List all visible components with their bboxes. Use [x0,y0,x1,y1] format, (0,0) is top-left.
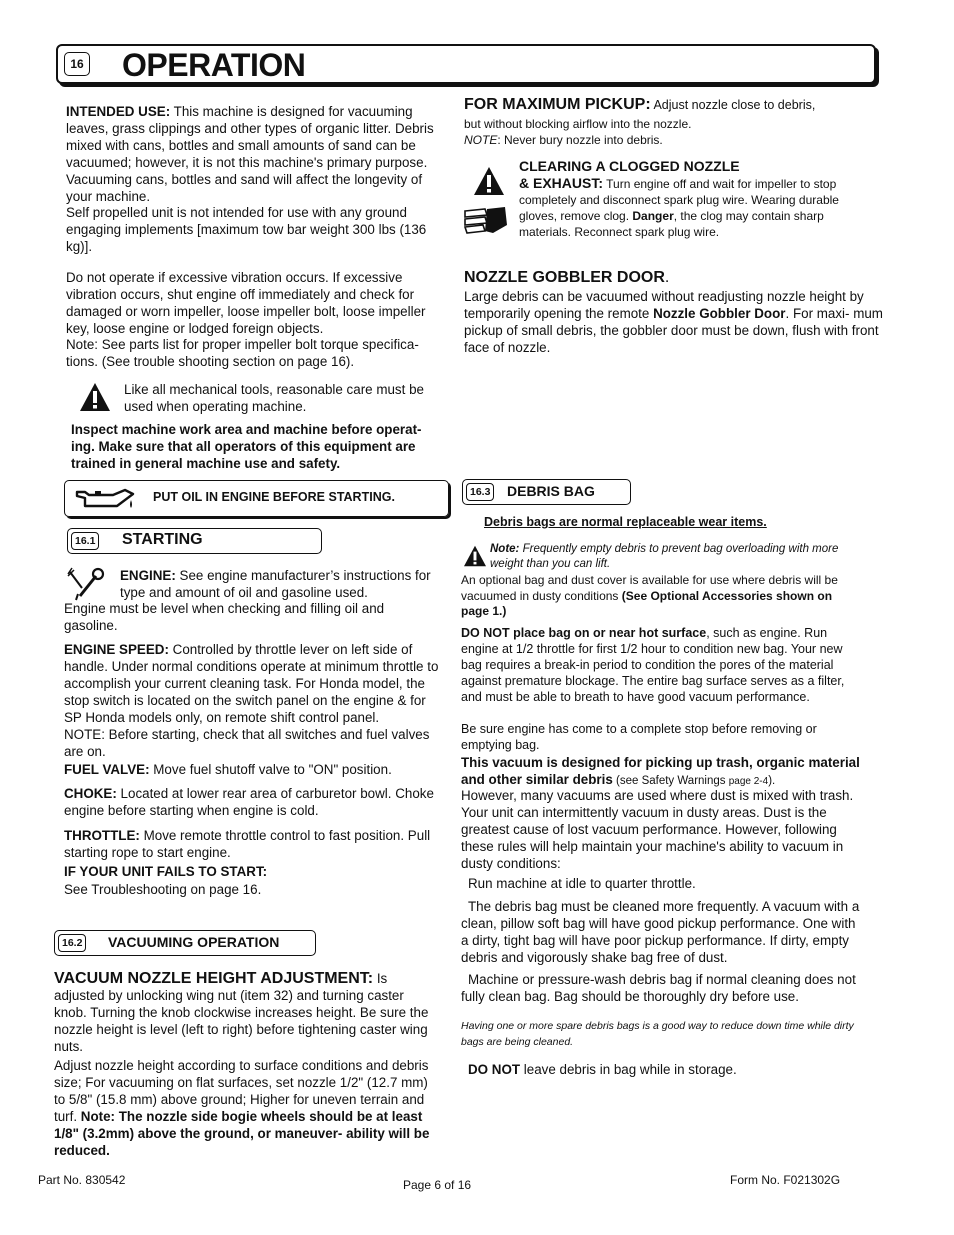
clog-text-1: Turn engine off and wait for impeller to stop completely and disconnect spark plug wire. Wearing durable gloves, remove clog. [519,177,839,223]
designed-end: ). [768,775,776,787]
choke-label: CHOKE: [64,786,117,801]
footer-part-number: Part No. 830542 [38,1173,126,1187]
clog-paragraph [519,175,849,240]
wash-bag-paragraph: Machine or pressure-wash debris bag if normal cleaning does not fully clean bag. Bag should be thoroughly dry before use. [461,972,856,1004]
storage-paragraph [468,1061,868,1078]
engine-label: ENGINE: [120,568,176,583]
nozzle-height-label: VACUUM NOZZLE HEIGHT ADJUSTMENT: [54,970,374,987]
clean-bag-paragraph: The debris bag must be cleaned more frequently. A vacuum with a clean, pillow soft bag will have good pickup performance. One with a dirty, tight bag will have poor pickup performance. If dirty, empty debris and vigorously shake bag free of dust. [461,899,860,965]
nozzle-height-text: Is adjusted by unlocking wing nut (item 32) and turning caster knob. Turning the knob clockwise increases height. Be sure the nozzle height is level (left to right) before tightening caster wing nuts. [54,971,429,1054]
page-header [56,44,876,84]
intended-use-text: This machine is designed for vacuuming leaves, grass clippings and other types of organic litter. Debris mixed with cans, bottles and small amounts of sand can be vacuumed; however, it is not this machine's primary purpose. Vacuuming cans, bottles and sand will affect the longevity of your machine. [66,104,434,204]
debris-bag-wear: Debris bags are normal replaceable wear items. [484,515,767,529]
gobbler-bold: Nozzle Gobbler Door [653,306,786,321]
intended-use-label: INTENDED USE: [66,104,171,119]
bag-note [490,542,870,572]
engine-tools-icon [66,566,106,602]
throttle-text: Move remote throttle control to fast position. Pull starting rope to start engine. [64,828,431,860]
section-number: 16.1 [71,532,99,550]
care-warning-text: Like all mechanical tools, reasonable care must be used when operating machine. [124,382,424,414]
intended-use-paragraph [66,103,440,205]
nozzle-adjust-text: Adjust nozzle height according to surface conditions and debris size; For vacuuming on flat surfaces, set nozzle 1/2" (12.7 mm) to 5/8" (15.8 mm) above ground; Higher for uneven terrain and turf. [54,1058,429,1124]
footer-form-number: Form No. F021302G [730,1173,841,1187]
hot-surface-text: , such as engine. Run engine at 1/2 throttle for first 1/2 hour to condition new bag. Your new bag requires a break-in period to condition the pores of the material against premature blockage. The entire bag surface serves as a filter, and must be able to breath to have good vacuum performance. [461,626,845,704]
max-pickup-label: FOR MAXIMUM PICKUP: [464,96,651,113]
designed-small: (see Safety Warnings [612,775,729,787]
oil-banner-text: PUT OIL IN ENGINE BEFORE STARTING. [153,490,395,504]
section-title: DEBRIS BAG [507,483,595,499]
optional-bag-paragraph [461,573,861,620]
gobbler-heading [464,268,884,287]
max-pickup-text-2: but without blocking airflow into the nozzle. [464,117,692,131]
gobbler-label: NOZZLE GOBBLER DOOR [464,269,665,286]
section-vacuuming-header [54,930,316,956]
designed-paragraph [461,754,861,790]
throttle-paragraph [64,827,442,861]
section-debris-bag-header [462,479,631,505]
warning-icon [79,382,111,412]
vibration-paragraph: Do not operate if excessive vibration occurs. If excessive vibration occurs, shut engine off immediately and check for damaged or worn impeller, loose impeller bolt, loose impeller key, loose engine or lodged foreign objects. [66,270,426,336]
spare-bag-tip: Having one or more spare debris bags is a good way to reduce down time while dirty bags are being cleaned. [461,1020,854,1048]
optional-bag-bold: (See Optional Accessories shown on page 1.) [461,588,833,618]
bag-note-label: Note: [490,543,520,555]
hot-surface-bold: DO NOT place bag on or near hot surface [461,626,707,640]
max-pickup-text: Adjust nozzle close to debris, [650,98,816,112]
storage-text: leave debris in bag while in storage. [520,1062,737,1077]
footer-page: Page 6 of 16 [403,1178,472,1192]
page-title: OPERATION [122,47,306,83]
nozzle-height-paragraph [54,970,440,1055]
throttle-label: THROTTLE: [64,828,140,843]
dusty-paragraph: However, many vacuums are used where dust is mixed with trash. Your unit can intermittently vacuum in dusty areas. Dust is the greatest cause of lost vacuum performance. However, following these rules will help maintain your machine's ability to vacuum in dusty conditions: [461,788,854,871]
oil-banner [64,480,449,517]
fails-label: IF YOUR UNIT FAILS TO START: [64,864,268,879]
nozzle-adjust-bold: Note: The nozzle side bogie wheels should be at least 1/8" (3.2mm) above the ground, or maneuver- ability will be reduced. [54,1109,430,1158]
fuel-valve-text: Move fuel shutoff valve to "ON" position. [149,762,392,777]
engine-paragraph [120,567,440,601]
clog-text-2: , the clog may contain sharp materials. Reconnect spark plug wire. [519,209,824,239]
engine-speed-note: NOTE: Before starting, check that all switches and fuel valves are on. [64,727,430,759]
inspect-warning-text: Inspect machine work area and machine before operat- ing. Make sure that all operators of this equipment are trained in general machine use and safety. [71,422,422,471]
storage-bold: DO NOT [468,1062,521,1077]
engine-speed-paragraph [64,641,442,726]
note-label: NOTE [464,133,498,147]
clog-label-1: CLEARING A CLOGGED NOZZLE [519,158,740,174]
designed-tiny: page 2-4 [728,776,769,787]
clog-label-2: & EXHAUST: [519,175,604,191]
section-starting-header [67,528,322,554]
gobbler-text-2: . For maxi- mum pickup of small debris, the gobbler door must be down, flush with front face of nozzle. [464,306,883,355]
page-number-badge: 16 [64,52,90,76]
fuel-valve-paragraph [64,761,442,778]
glove-icon [463,205,509,235]
section-title: VACUUMING OPERATION [108,934,280,950]
fails-text: See Troubleshooting on page 16. [64,882,262,897]
nozzle-adjust-paragraph [54,1057,440,1159]
self-propelled-paragraph: Self propelled unit is not intended for use with any ground engaging implements [maximum tow bar weight 300 lbs (136 kg)]. [66,205,427,254]
gobbler-dot: . [664,269,670,286]
engine-level-text: Engine must be level when checking and filling oil and gasoline. [64,601,385,633]
engine-speed-text: Controlled by throttle lever on left side of handle. Under normal conditions operate at minimum throttle to accomplish your current cleaning task. For Honda model, the stop switch is located on the switch panel on the engine & for SP Honda models only, on remote shift control panel. [64,642,439,725]
gobbler-paragraph [464,288,886,356]
gobbler-text-1: Large debris can be vacuumed without readjusting nozzle height by temporarily opening the remote [464,289,864,321]
max-pickup-line [464,96,884,114]
hot-surface-paragraph [461,625,861,705]
max-pickup-note [464,133,884,149]
designed-bold: This vacuum is designed for picking up trash, organic material and other similar debris [461,755,860,787]
note-text: : Never bury nozzle into debris. [497,133,663,147]
engine-text: See engine manufacturer’s instructions for type and amount of oil and gasoline used. [120,568,431,600]
section-number: 16.3 [466,483,494,501]
warning-icon [463,545,487,567]
section-title: STARTING [122,531,203,548]
bag-note-text: Frequently empty debris to prevent bag overloading with more weight than you can lift. [490,543,839,570]
clog-danger: Danger [632,209,674,223]
optional-bag-text: An optional bag and dust cover is available for use where debris will be vacuumed in dusty conditions [461,573,838,603]
torque-note: Note: See parts list for proper impeller bolt torque specifica- tions. (See trouble shooting section on page 16). [66,337,419,369]
engine-stop-text: Be sure engine has come to a complete stop before removing or emptying bag. [461,722,817,752]
fuel-valve-label: FUEL VALVE: [64,762,150,777]
warning-icon [473,166,505,196]
idle-text: Run machine at idle to quarter throttle. [468,876,696,891]
oil-can-icon [73,486,137,512]
choke-paragraph [64,785,442,819]
section-number: 16.2 [58,934,86,952]
choke-text: Located at lower rear area of carburetor bowl. Choke engine before starting when engine is cold. [64,786,434,818]
engine-speed-label: ENGINE SPEED: [64,642,169,657]
